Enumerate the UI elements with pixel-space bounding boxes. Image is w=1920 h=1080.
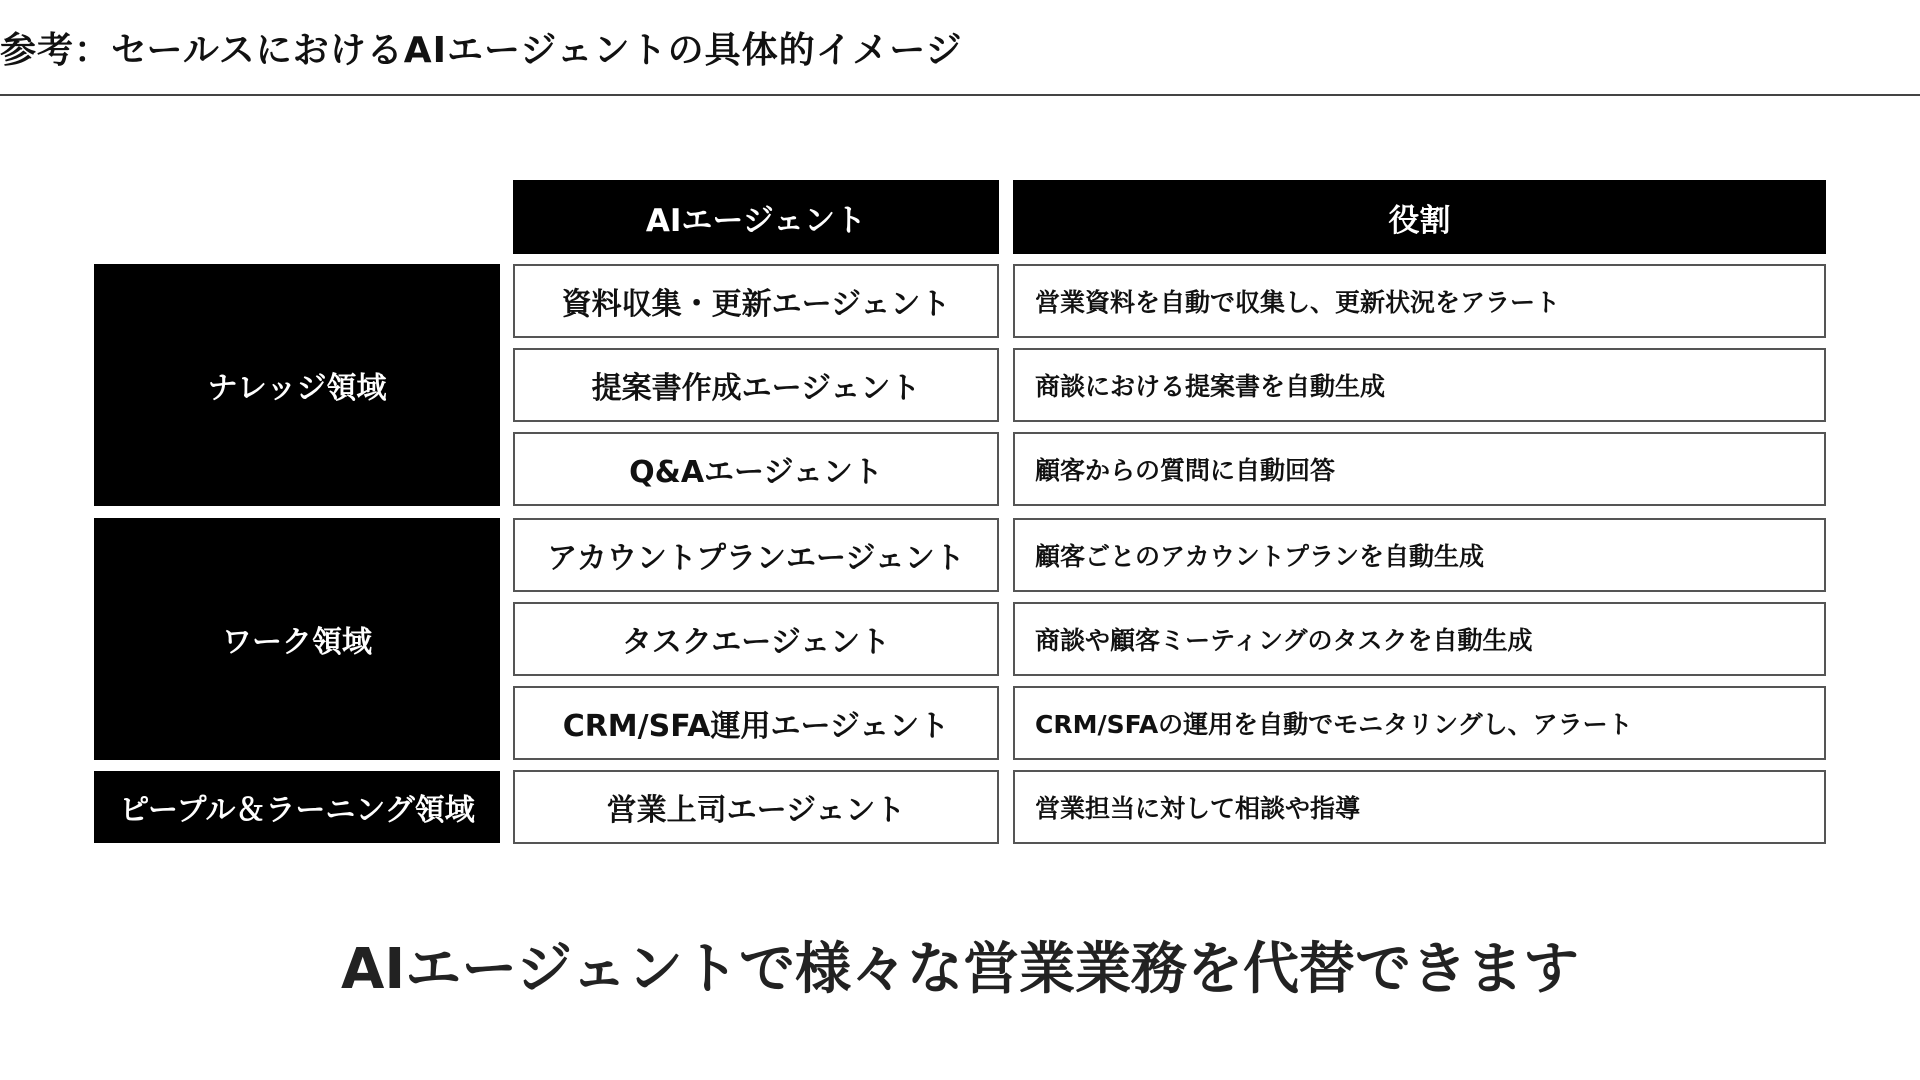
role-column-header: 役割 [1013, 180, 1826, 254]
agent-column-header: AIエージェント [513, 180, 999, 254]
role-cell-account-plan: 顧客ごとのアカウントプランを自動生成 [1013, 518, 1826, 592]
role-cell-qa: 顧客からの質問に自動回答 [1013, 432, 1826, 506]
category-people-learning: ピープル＆ラーニング領域 [94, 771, 500, 843]
summary-message: AIエージェントで様々な営業業務を代替できます [341, 937, 1579, 1002]
agent-cell-crm-sfa: CRM/SFA運用エージェント [513, 686, 999, 760]
agent-cell-material-collection: 資料収集・更新エージェント [513, 264, 999, 338]
role-cell-sales-manager: 営業担当に対して相談や指導 [1013, 770, 1826, 844]
agent-cell-task: タスクエージェント [513, 602, 999, 676]
page-title: 参考：セールスにおけるAIエージェントの具体的イメージ [0, 30, 963, 71]
role-cell-crm-sfa: CRM/SFAの運用を自動でモニタリングし、アラート [1013, 686, 1826, 760]
agent-cell-sales-manager: 営業上司エージェント [513, 770, 999, 844]
role-cell-task: 商談や顧客ミーティングのタスクを自動生成 [1013, 602, 1826, 676]
category-knowledge: ナレッジ領域 [94, 264, 500, 506]
agent-cell-account-plan: アカウントプランエージェント [513, 518, 999, 592]
agent-cell-qa: Q&Aエージェント [513, 432, 999, 506]
agent-cell-proposal-creation: 提案書作成エージェント [513, 348, 999, 422]
title-divider [0, 94, 1920, 96]
category-work: ワーク領域 [94, 518, 500, 760]
role-cell-proposal-creation: 商談における提案書を自動生成 [1013, 348, 1826, 422]
role-cell-material-collection: 営業資料を自動で収集し、更新状況をアラート [1013, 264, 1826, 338]
